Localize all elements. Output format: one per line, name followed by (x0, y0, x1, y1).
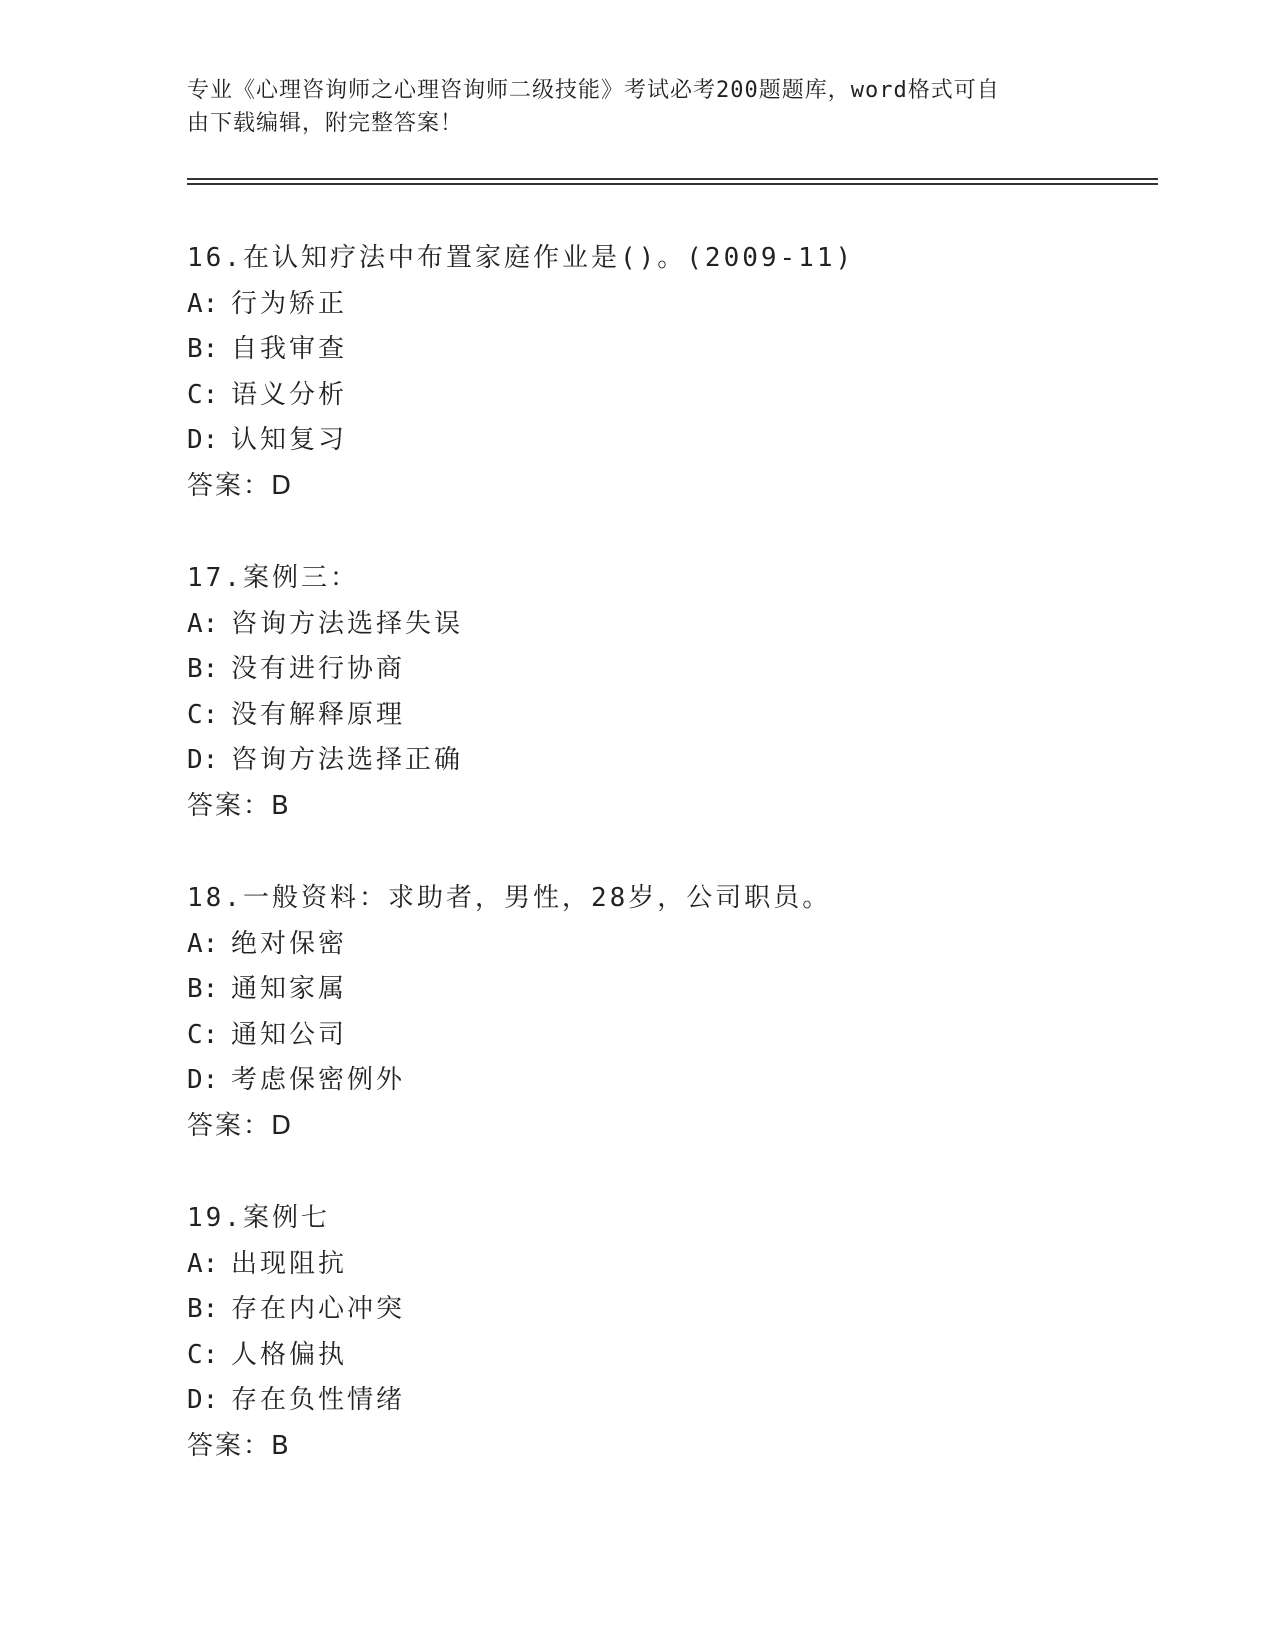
answer-label: 答案： (187, 470, 272, 501)
answer-value: B (271, 1430, 291, 1461)
question-list (187, 236, 1187, 1516)
option-text: 绝对保密 (231, 928, 348, 959)
document-header (187, 74, 1067, 140)
question-text: 16.在认知疗法中布置家庭作业是()。(2009-11) (187, 243, 855, 273)
option-c (187, 1333, 1187, 1379)
option-key: A: (187, 608, 219, 639)
option-c (187, 373, 1187, 419)
option-text: 没有解释原理 (231, 699, 406, 730)
option-key: D: (187, 1065, 219, 1095)
option-a (187, 922, 1187, 968)
option-key: A: (187, 1248, 219, 1279)
question-16 (187, 236, 1187, 509)
option-text: 咨询方法选择正确 (231, 745, 464, 775)
answer-value: D (271, 1110, 294, 1141)
answer-label: 答案： (187, 1110, 272, 1141)
answer-label: 答案： (187, 790, 272, 821)
option-text: 出现阻抗 (231, 1248, 348, 1279)
option-text: 考虑保密例外 (231, 1065, 406, 1095)
option-key: D: (187, 745, 219, 775)
option-key: A: (187, 288, 219, 319)
option-c (187, 693, 1187, 739)
option-text: 认知复习 (231, 425, 348, 455)
question-18 (187, 876, 1187, 1149)
option-text: 通知家属 (231, 974, 348, 1004)
option-text: 自我审查 (231, 334, 348, 364)
option-a (187, 602, 1187, 648)
option-b (187, 967, 1187, 1013)
answer-label: 答案： (187, 1430, 272, 1461)
option-key: B: (187, 334, 219, 364)
option-text: 存在负性情绪 (231, 1385, 406, 1415)
option-c (187, 1013, 1187, 1059)
answer-line (187, 1104, 1187, 1150)
option-a (187, 282, 1187, 328)
question-19 (187, 1196, 1187, 1469)
answer-line (187, 464, 1187, 510)
option-key: B: (187, 654, 219, 684)
option-d (187, 418, 1187, 464)
option-d (187, 1058, 1187, 1104)
answer-line (187, 1424, 1187, 1470)
answer-value: B (271, 790, 291, 821)
option-d (187, 738, 1187, 784)
question-text: 18.一般资料：求助者，男性，28岁，公司职员。 (187, 883, 832, 913)
option-text: 行为矫正 (231, 288, 348, 319)
option-key: C: (187, 1339, 219, 1370)
option-text: 没有进行协商 (231, 654, 406, 684)
question-text: 17.案例三： (187, 563, 359, 593)
option-text: 咨询方法选择失误 (231, 608, 464, 639)
option-key: B: (187, 1294, 219, 1324)
option-b (187, 647, 1187, 693)
question-text: 19.案例七 (187, 1203, 330, 1233)
option-text: 通知公司 (231, 1019, 348, 1050)
header-line-1: 专业《心理咨询师之心理咨询师二级技能》考试必考200题题库，word格式可自 (187, 78, 1000, 103)
option-a (187, 1242, 1187, 1288)
option-b (187, 327, 1187, 373)
header-line-2: 由下载编辑，附完整答案！ (187, 111, 464, 136)
answer-value: D (271, 470, 294, 501)
option-key: C: (187, 699, 219, 730)
option-text: 人格偏执 (231, 1339, 348, 1370)
option-key: D: (187, 1385, 219, 1415)
option-key: B: (187, 974, 219, 1004)
option-key: C: (187, 379, 219, 410)
question-17 (187, 556, 1187, 829)
option-text: 语义分析 (231, 379, 348, 410)
header-divider-top (187, 178, 1158, 180)
option-key: D: (187, 425, 219, 455)
option-key: C: (187, 1019, 219, 1050)
header-divider-bottom (187, 183, 1158, 185)
option-d (187, 1378, 1187, 1424)
answer-line (187, 784, 1187, 830)
option-b (187, 1287, 1187, 1333)
option-text: 存在内心冲突 (231, 1294, 406, 1324)
option-key: A: (187, 928, 219, 959)
